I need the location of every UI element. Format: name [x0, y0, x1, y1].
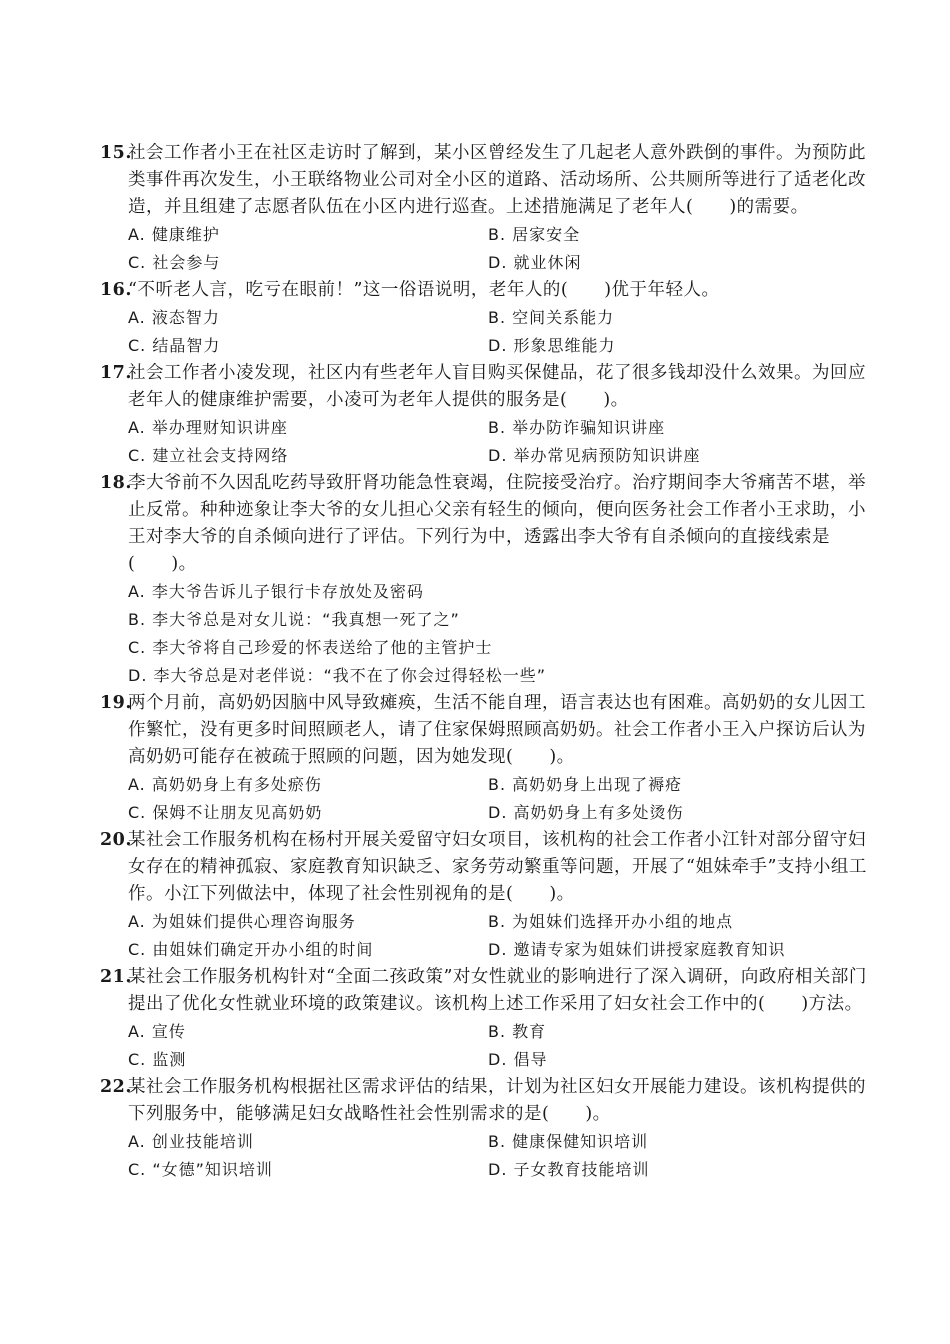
option-d: D. 倡导: [488, 1050, 548, 1069]
question-17: [100, 360, 870, 470]
question-number: 19.: [100, 693, 132, 713]
options: [100, 1018, 870, 1074]
option-c: C. 李大爷将自己珍爱的怀表送给了他的主管护士: [128, 638, 493, 657]
question-number: 22.: [100, 1077, 132, 1097]
option-d: D. 邀请专家为姐妹们讲授家庭教育知识: [488, 940, 786, 959]
option-d: D. 举办常见病预防知识讲座: [488, 446, 701, 465]
question-22: [100, 1074, 870, 1184]
option-b: B. 空间关系能力: [488, 308, 615, 327]
options: [100, 771, 870, 827]
question-number: 18.: [100, 473, 132, 493]
question-stem: 18. 李大爷前不久因乱吃药导致肝肾功能急性衰竭，住院接受治疗。治疗期间李大爷痛苦不堪，举止反常。种种迹象让李大爷的女儿担心父亲有轻生的倾向，便向医务社会工作者小王求助，小王对李大爷的自杀倾向进行了评估。下列行为中，透露出李大爷有自杀倾向的直接线索是( )。: [100, 470, 870, 578]
options: [100, 221, 870, 277]
option-c: C. 监测: [128, 1050, 187, 1069]
option-a: A. 创业技能培训: [128, 1132, 254, 1151]
option-a: A. 宣传: [128, 1022, 186, 1041]
option-c: C. 结晶智力: [128, 336, 221, 355]
option-a: A. 李大爷告诉儿子银行卡存放处及密码: [128, 582, 424, 601]
option-b: B. 李大爷总是对女儿说：“我真想一死了之”: [128, 610, 460, 629]
question-stem: 21. 某社会工作服务机构针对“全面二孩政策”对女性就业的影响进行了深入调研，向政府相关部门提出了优化女性就业环境的政策建议。该机构上述工作采用了妇女社会工作中的( )方法。: [100, 964, 870, 1018]
question-20: [100, 827, 870, 964]
question-number: 15.: [100, 143, 132, 163]
question-stem: 20. 某社会工作服务机构在杨村开展关爱留守妇女项目，该机构的社会工作者小江针对部分留守妇女存在的精神孤寂、家庭教育知识缺乏、家务劳动繁重等问题，开展了“姐妹牵手”支持小组工作。小江下列做法中，体现了社会性别视角的是( )。: [100, 827, 870, 908]
option-d: D. 高奶奶身上有多处烫伤: [488, 803, 684, 822]
option-d: D. 子女教育技能培训: [488, 1160, 650, 1179]
options: [100, 908, 870, 964]
question-number: 17.: [100, 363, 132, 383]
options: [100, 578, 870, 690]
option-a: A. 高奶奶身上有多处瘀伤: [128, 775, 322, 794]
question-19: [100, 690, 870, 827]
question-15: [100, 140, 870, 277]
question-stem: 16. “不听老人言，吃亏在眼前！”这一俗语说明，老年人的( )优于年轻人。: [100, 277, 870, 304]
option-a: A. 健康维护: [128, 225, 220, 244]
option-a: A. 举办理财知识讲座: [128, 418, 288, 437]
option-a: A. 液态智力: [128, 308, 220, 327]
question-number: 16.: [100, 280, 132, 300]
options: [100, 304, 870, 360]
question-21: [100, 964, 870, 1074]
question-stem: 17. 社会工作者小凌发现，社区内有些老年人盲目购买保健品，花了很多钱却没什么效果。为回应老年人的健康维护需要，小凌可为老年人提供的服务是( )。: [100, 360, 870, 414]
option-b: B. 举办防诈骗知识讲座: [488, 418, 666, 437]
option-c: C. 保姆不让朋友见高奶奶: [128, 803, 323, 822]
option-c: C. 由姐妹们确定开办小组的时间: [128, 940, 374, 959]
question-number: 21.: [100, 967, 132, 987]
question-stem: 15. 社会工作者小王在社区走访时了解到，某小区曾经发生了几起老人意外跌倒的事件。为预防此类事件再次发生，小王联络物业公司对全小区的道路、活动场所、公共厕所等进行了适老化改造，并且组建了志愿者队伍在小区内进行巡查。上述措施满足了老年人( )的需要。: [100, 140, 870, 221]
options: [100, 414, 870, 470]
question-18: [100, 470, 870, 690]
option-c: C. “女德”知识培训: [128, 1160, 273, 1179]
question-stem: 19. 两个月前，高奶奶因脑中风导致瘫痪，生活不能自理，语言表达也有困难。高奶奶的女儿因工作繁忙，没有更多时间照顾老人，请了住家保姆照顾高奶奶。社会工作者小王入户探访后认为高奶奶可能存在被疏于照顾的问题，因为她发现( )。: [100, 690, 870, 771]
option-d: D. 李大爷总是对老伴说：“我不在了你会过得轻松一些”: [128, 666, 547, 685]
question-stem: 22. 某社会工作服务机构根据社区需求评估的结果，计划为社区妇女开展能力建设。该机构提供的下列服务中，能够满足妇女战略性社会性别需求的是( )。: [100, 1074, 870, 1128]
option-a: A. 为姐妹们提供心理咨询服务: [128, 912, 356, 931]
question-16: [100, 277, 870, 360]
option-b: B. 健康保健知识培训: [488, 1132, 649, 1151]
options: [100, 1128, 870, 1184]
option-b: B. 高奶奶身上出现了褥疮: [488, 775, 683, 794]
option-d: D. 形象思维能力: [488, 336, 616, 355]
option-b: B. 教育: [488, 1022, 547, 1041]
option-d: D. 就业休闲: [488, 253, 582, 272]
option-c: C. 社会参与: [128, 253, 221, 272]
question-number: 20.: [100, 830, 132, 850]
option-b: B. 为姐妹们选择开办小组的地点: [488, 912, 734, 931]
option-b: B. 居家安全: [488, 225, 581, 244]
option-c: C. 建立社会支持网络: [128, 446, 289, 465]
